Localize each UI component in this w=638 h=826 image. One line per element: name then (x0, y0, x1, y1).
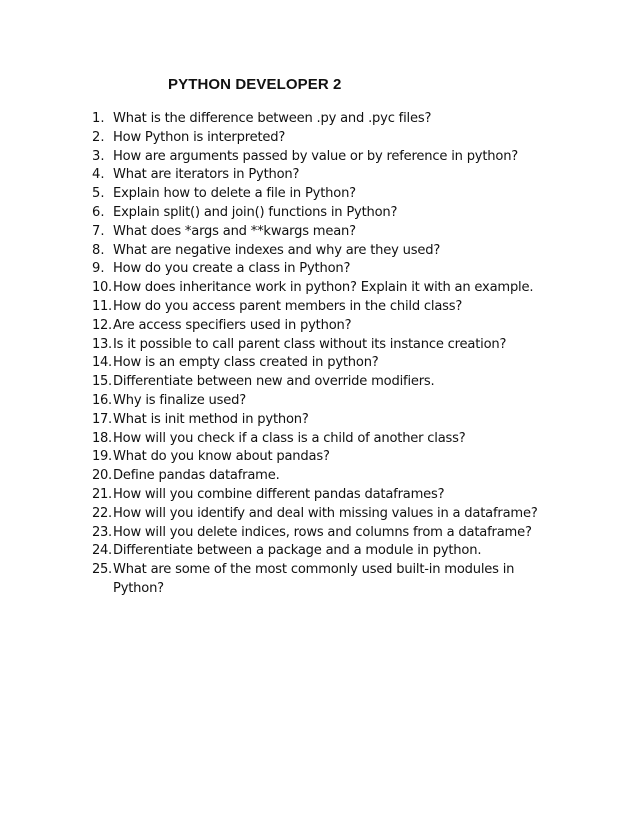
question-item (92, 392, 542, 411)
question-item (92, 204, 542, 223)
question-number: 20. (92, 468, 112, 484)
question-item (92, 486, 542, 505)
question-text: Explain split() and join() functions in Python? (113, 204, 398, 220)
question-item (92, 354, 542, 373)
question-text: Are access specifiers used in python? (113, 317, 352, 333)
question-text: What are negative indexes and why are they used? (113, 242, 441, 258)
question-number: 22. (92, 505, 112, 521)
question-text: Why is finalize used? (113, 392, 246, 408)
question-text: How do you access parent members in the child class? (113, 298, 463, 314)
question-text: Differentiate between a package and a module in python. (113, 543, 482, 559)
question-number: 4. (92, 167, 105, 183)
question-number: 19. (92, 449, 112, 465)
question-item (92, 129, 542, 148)
question-item (92, 336, 542, 355)
question-number: 21. (92, 486, 112, 502)
question-text: How Python is interpreted? (113, 129, 286, 145)
question-number: 17. (92, 411, 112, 427)
question-item (92, 260, 542, 279)
question-number: 11. (92, 298, 112, 314)
question-text: What are iterators in Python? (113, 167, 300, 183)
question-item (92, 524, 542, 543)
question-number: 7. (92, 223, 105, 239)
question-text: How are arguments passed by value or by reference in python? (113, 148, 519, 164)
question-item (92, 317, 542, 336)
question-text: How does inheritance work in python? Explain it with an example. (113, 280, 534, 296)
question-item (92, 430, 542, 449)
question-item (92, 448, 542, 467)
question-number: 15. (92, 374, 112, 390)
question-number: 3. (92, 148, 105, 164)
question-text: How will you delete indices, rows and columns from a dataframe? (113, 524, 532, 540)
question-text: Define pandas dataframe. (113, 468, 280, 484)
question-item (92, 411, 542, 430)
question-number: 16. (92, 392, 112, 408)
question-item (92, 279, 542, 298)
question-number: 8. (92, 242, 105, 258)
question-item (92, 185, 542, 204)
question-number: 6. (92, 204, 105, 220)
question-item (92, 561, 542, 599)
question-text: What is the difference between .py and .pyc files? (113, 111, 432, 126)
question-item (92, 242, 542, 261)
question-text: How will you check if a class is a child of another class? (113, 430, 466, 446)
question-text: How will you combine different pandas dataframes? (113, 486, 445, 502)
question-number: 9. (92, 261, 105, 277)
question-item (92, 542, 542, 561)
question-text: Is it possible to call parent class without its instance creation? (113, 336, 507, 352)
question-text: What does *args and **kwargs mean? (113, 223, 356, 239)
question-text: What are some of the most commonly used built-in modules in Python? (113, 562, 515, 596)
question-item (92, 166, 542, 185)
question-item (92, 298, 542, 317)
document-title: PYTHON DEVELOPER 2 (168, 76, 342, 93)
question-item (92, 373, 542, 392)
question-number: 12. (92, 317, 112, 333)
question-text: What is init method in python? (113, 411, 309, 427)
question-item (92, 223, 542, 242)
question-number: 2. (92, 129, 105, 145)
question-text: What do you know about pandas? (113, 449, 330, 465)
question-number: 18. (92, 430, 112, 446)
question-number: 13. (92, 336, 112, 352)
question-number: 24. (92, 543, 112, 559)
question-number: 5. (92, 186, 105, 202)
question-number: 23. (92, 524, 112, 540)
question-number: 10. (92, 280, 112, 296)
question-text: How do you create a class in Python? (113, 261, 351, 277)
question-number: 25. (92, 562, 112, 578)
question-item (92, 467, 542, 486)
question-item (92, 110, 542, 129)
question-item (92, 148, 542, 167)
question-text: How is an empty class created in python? (113, 355, 379, 371)
question-text: How will you identify and deal with missing values in a dataframe? (113, 505, 538, 521)
question-number: 14. (92, 355, 112, 371)
question-item (92, 505, 542, 524)
question-text: Differentiate between new and override modifiers. (113, 374, 435, 390)
question-list (92, 110, 542, 599)
question-text: Explain how to delete a file in Python? (113, 186, 356, 202)
question-number: 1. (92, 111, 105, 126)
